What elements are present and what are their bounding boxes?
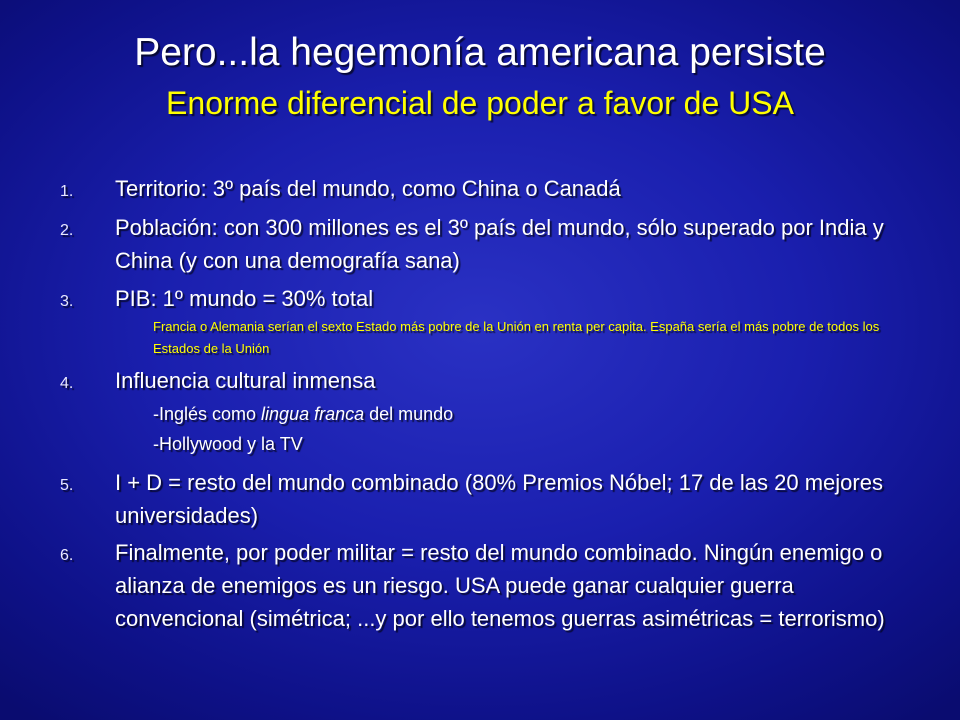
item-text: Población: con 300 millones es el 3º país del mundo, sólo superado por India y China (y con una demografía sana) [115, 215, 884, 273]
item-number: 2. [60, 222, 74, 239]
item-text: Influencia cultural inmensa [115, 368, 376, 393]
sub-point [153, 400, 853, 428]
sub-point: -Hollywood y la TV [153, 434, 303, 454]
item-number: 1. [60, 183, 74, 200]
item-text: Finalmente, por poder militar = resto del mundo combinado. Ningún enemigo o alianza de enemigos es un riesgo. USA puede ganar cualquier guerra convencional (simétrica; ...y por ello tenemos guerras asimétricas = terrorismo) [115, 540, 885, 631]
item-number: 6. [60, 547, 74, 564]
item-text: Territorio: 3º país del mundo, como China o Canadá [115, 176, 621, 201]
sub-point-text: del mundo [364, 404, 454, 424]
sub-point-italic: lingua franca [261, 404, 365, 424]
item-number: 3. [60, 293, 74, 310]
sub-point-text: -Inglés como [153, 404, 262, 424]
item-note: Francia o Alemania serían el sexto Estado más pobre de la Unión en renta per capita. España sería el más pobre de todos los Estados de la Unión [153, 319, 880, 356]
item-number: 5. [60, 477, 74, 494]
item-number: 4. [60, 375, 74, 392]
item-text: PIB: 1º mundo = 30% total [115, 286, 374, 311]
item-text: I + D = resto del mundo combinado (80% Premios Nóbel; 17 de las 20 mejores universidades) [115, 470, 883, 528]
slide-title: Pero...la hegemonía americana persiste [134, 31, 826, 74]
slide-subtitle: Enorme diferencial de poder a favor de USA [166, 85, 794, 121]
